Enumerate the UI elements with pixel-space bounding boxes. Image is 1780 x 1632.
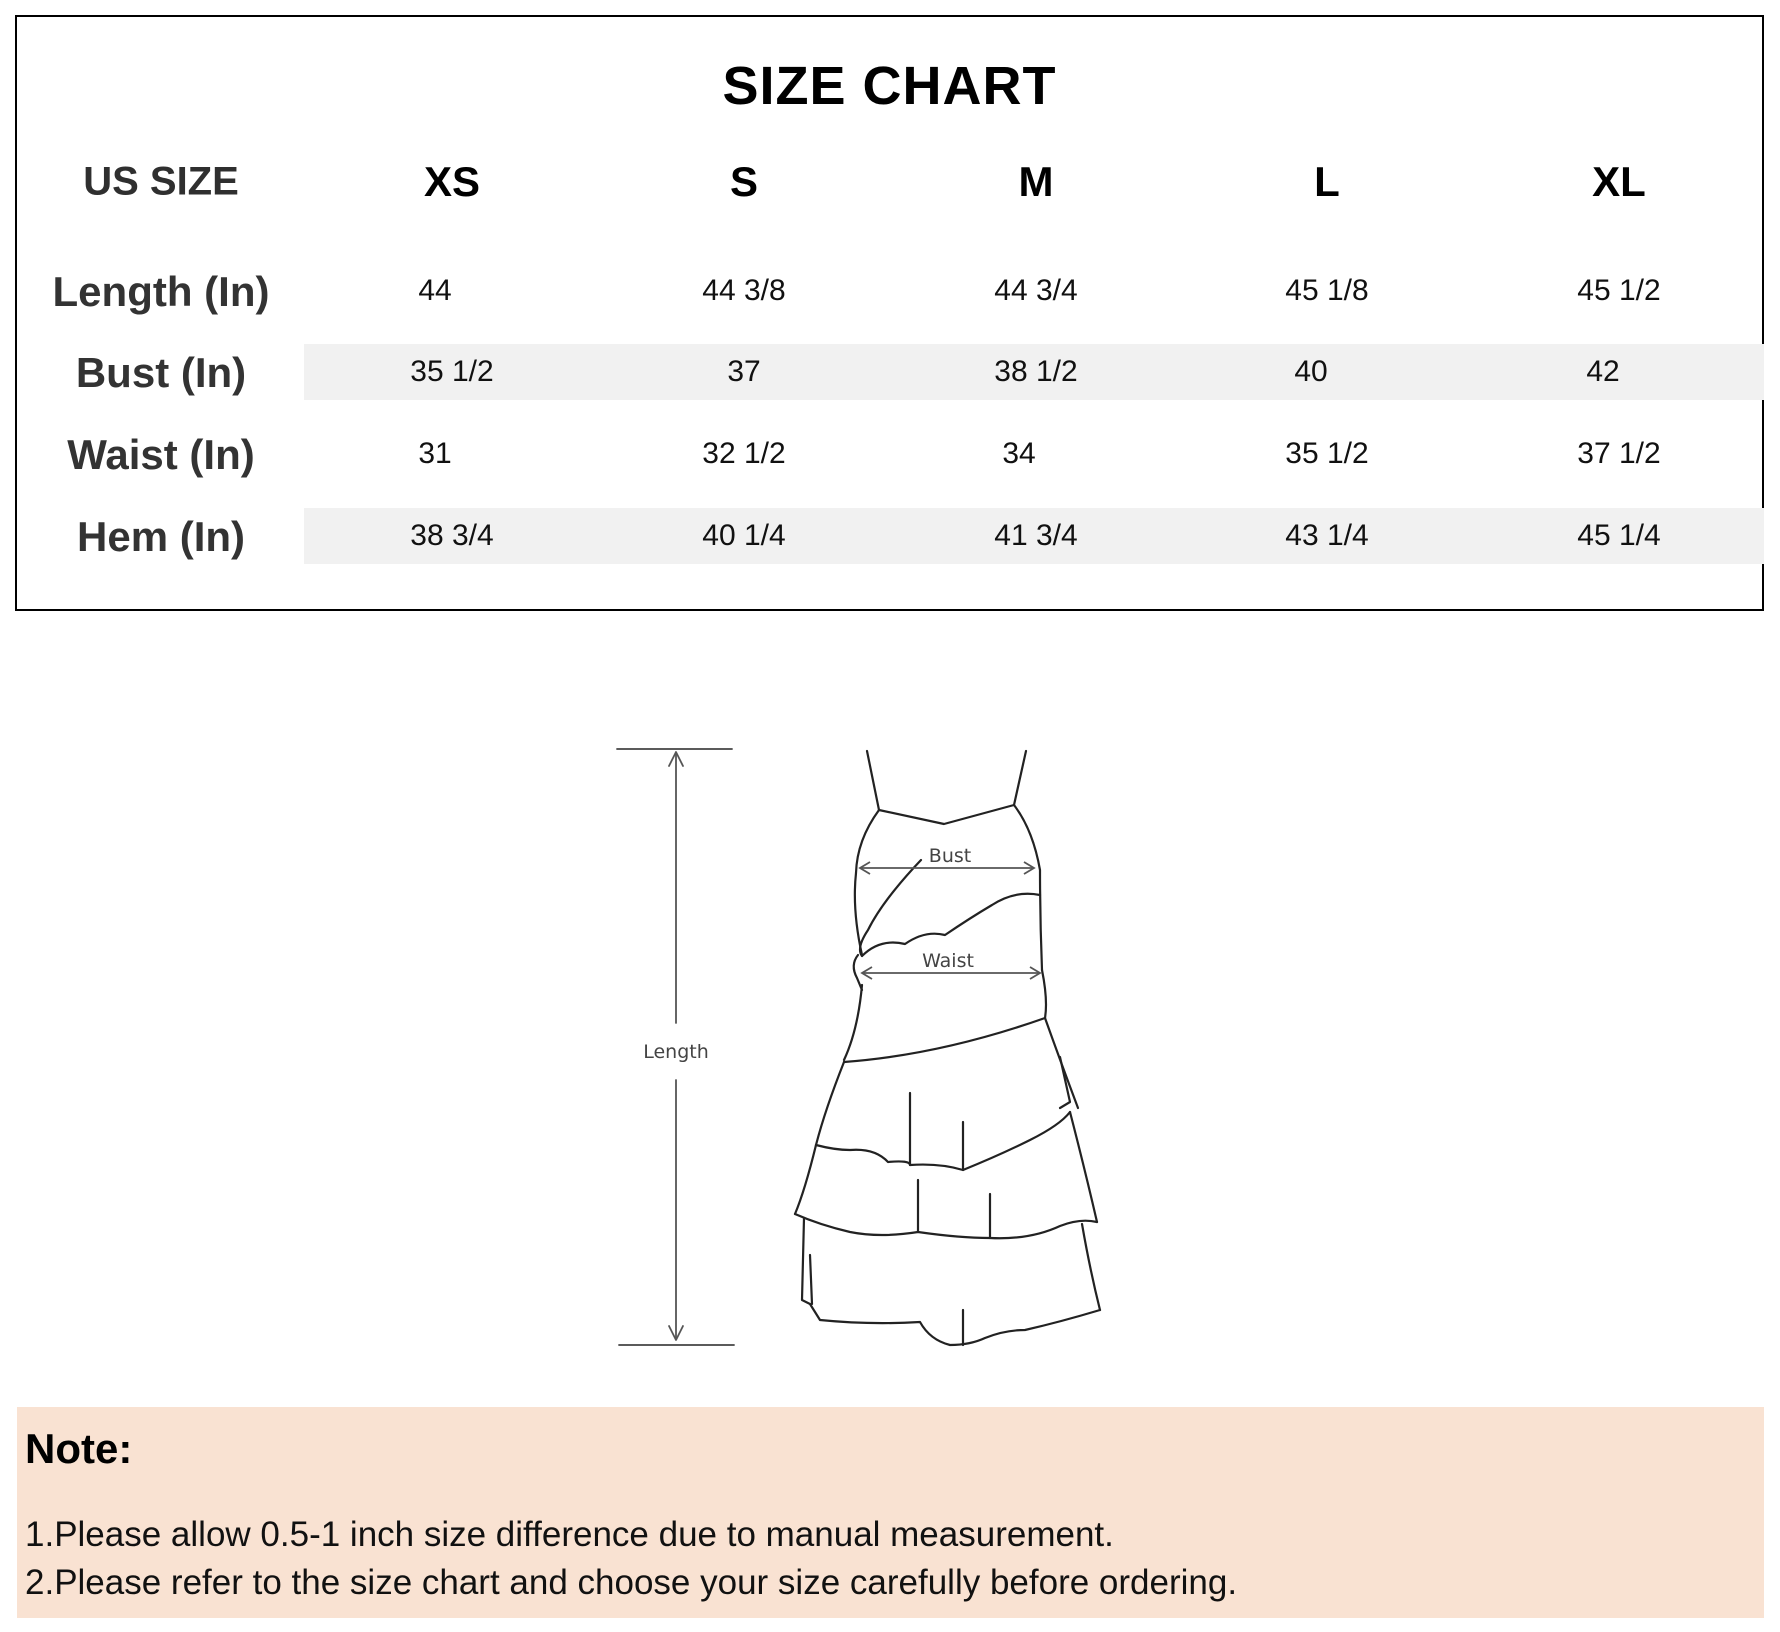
row-label-length: Length (In)	[52, 268, 270, 315]
length-xs: 44	[418, 274, 452, 307]
size-header-s: S	[729, 158, 759, 205]
length-s: 44 3/8	[702, 274, 786, 307]
waist-label: Waist	[922, 950, 974, 972]
waist-l: 35 1/2	[1285, 437, 1369, 470]
hem-s: 40 1/4	[702, 519, 786, 552]
length-xl: 45 1/2	[1577, 274, 1661, 307]
bust-xl: 42	[1586, 355, 1620, 388]
waist-xl: 37 1/2	[1577, 437, 1661, 470]
us-size-header: US SIZE	[83, 159, 239, 204]
row-label-waist: Waist (In)	[67, 431, 255, 478]
length-l: 45 1/8	[1285, 274, 1369, 307]
note-line-2: 2.Please refer to the size chart and choose your size carefully before ordering.	[25, 1563, 1238, 1602]
row-label-bust: Bust (In)	[75, 349, 247, 396]
waist-s: 32 1/2	[702, 437, 786, 470]
size-chart-table	[15, 15, 1764, 611]
bust-m: 38 1/2	[994, 355, 1078, 388]
size-header-m: M	[1018, 158, 1054, 205]
waist-xs: 31	[418, 437, 452, 470]
bust-xs: 35 1/2	[410, 355, 494, 388]
note-line-1: 1.Please allow 0.5-1 inch size difference due to manual measurement.	[25, 1515, 1114, 1554]
length-m: 44 3/4	[994, 274, 1078, 307]
bust-s: 37	[727, 355, 761, 388]
row-label-hem: Hem (In)	[77, 513, 245, 560]
hem-l: 43 1/4	[1285, 519, 1369, 552]
dress-measurement-diagram	[0, 740, 1780, 1350]
size-header-l: L	[1314, 158, 1340, 205]
size-header-xl: XL	[1592, 158, 1646, 205]
note-title: Note:	[25, 1425, 133, 1472]
bust-l: 40	[1294, 355, 1328, 388]
bust-label: Bust	[928, 845, 972, 867]
note-box	[17, 1407, 1764, 1618]
size-chart-title: SIZE CHART	[722, 56, 1057, 116]
size-header-xs: XS	[423, 158, 481, 205]
hem-xl: 45 1/4	[1577, 519, 1661, 552]
hem-m: 41 3/4	[994, 519, 1078, 552]
hem-xs: 38 3/4	[410, 519, 494, 552]
length-label: Length	[643, 1041, 709, 1063]
waist-m: 34	[1002, 437, 1036, 470]
